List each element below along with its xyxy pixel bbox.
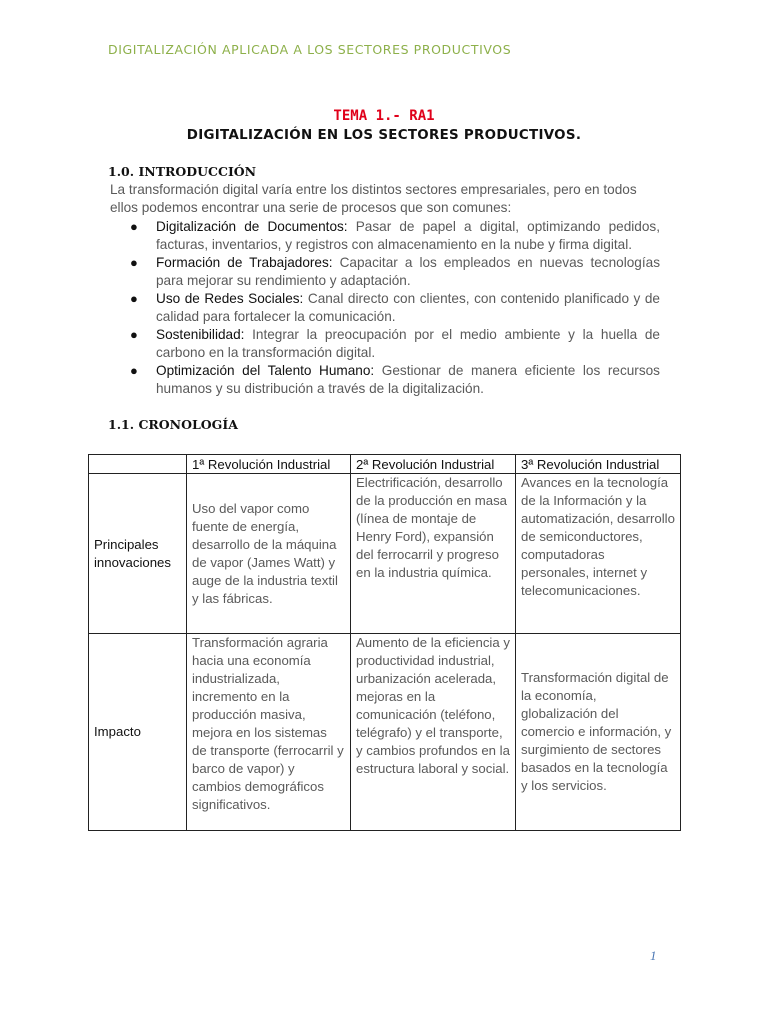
row-label: Impacto (89, 634, 187, 831)
list-item (130, 290, 660, 326)
table-row (89, 474, 681, 634)
running-header: DIGITALIZACIÓN APLICADA A LOS SECTORES PRODUCTIVOS (108, 42, 512, 57)
list-item (130, 218, 660, 254)
list-item-label: Sostenibilidad: (156, 327, 245, 342)
bullet-icon: ● (130, 219, 138, 234)
list-item-label: Optimización del Talento Humano: (156, 363, 375, 378)
table-header-row (89, 455, 681, 474)
process-list (130, 218, 660, 398)
list-item-text: Pasar de papel a digital, optimizando pedidos, facturas, inventarios, y registros con almacenamiento en la nube y firma digital. (156, 219, 660, 252)
table-cell: Avances en la tecnología de la Información y la automatización, desarrollo de semiconductores, computadoras personales, internet y telecomunicaciones. (516, 474, 681, 634)
list-item-text: Capacitar a los empleados en nuevas tecnologías para mejorar su rendimiento y adaptación. (156, 255, 660, 288)
table-header-cell: 1ª Revolución Industrial (187, 455, 351, 474)
bullet-icon: ● (130, 363, 138, 378)
list-item-text: Canal directo con clientes, con contenido planificado y de calidad para fortalecer la comunicación. (156, 291, 660, 324)
table-row (89, 634, 681, 831)
page-number: 1 (650, 948, 657, 963)
list-item-label: Uso de Redes Sociales: (156, 291, 304, 306)
list-item-label: Digitalización de Documentos: (156, 219, 348, 234)
list-item (130, 254, 660, 290)
bullet-icon: ● (130, 255, 138, 270)
list-item-text: Gestionar de manera eficiente los recursos humanos y su distribución a través de la digitalización. (156, 363, 660, 396)
chronology-table (88, 454, 681, 831)
table-cell: Aumento de la eficiencia y productividad industrial, urbanización acelerada, mejoras en la comunicación (teléfono, telégrafo) y el transporte, y cambios profundos en la estructura laboral y social. (351, 634, 516, 831)
row-label: Principales innovaciones (89, 474, 187, 634)
table-cell: Uso del vapor como fuente de energía, desarrollo de la máquina de vapor (James Watt) y auge de la industria textil y las fábricas. (187, 474, 351, 634)
table-header-cell (89, 455, 187, 474)
list-item-label: Formación de Trabajadores: (156, 255, 333, 270)
bullet-icon: ● (130, 291, 138, 306)
table-header-cell: 2ª Revolución Industrial (351, 455, 516, 474)
section-heading-introduccion: 1.0. INTRODUCCIÓN (108, 164, 257, 179)
table-cell: Transformación digital de la economía, globalización del comercio e información, y surgimiento de sectores basados en la tecnología y los servicios. (516, 634, 681, 831)
table-cell: Transformación agraria hacia una economía industrializada, incremento en la producción masiva, mejora en los sistemas de transporte (ferrocarril y barco de vapor) y cambios demográficos significativos. (187, 634, 351, 831)
section-heading-cronologia: 1.1. CRONOLOGÍA (108, 417, 238, 432)
list-item (130, 326, 660, 362)
intro-paragraph: La transformación digital varía entre los distintos sectores empresariales, pero en todos ellos podemos encontrar una serie de procesos que son comunes: (110, 182, 637, 215)
topic-number: TEMA 1.- RA1 (333, 108, 435, 124)
table-header-cell: 3ª Revolución Industrial (516, 455, 681, 474)
document-title: DIGITALIZACIÓN EN LOS SECTORES PRODUCTIVOS. (186, 128, 582, 143)
bullet-icon: ● (130, 327, 138, 342)
list-item (130, 362, 660, 398)
table-cell: Electrificación, desarrollo de la producción en masa (línea de montaje de Henry Ford), expansión del ferrocarril y progreso en la industria química. (351, 474, 516, 634)
list-item-text: Integrar la preocupación por el medio ambiente y la huella de carbono en la transformación digital. (156, 327, 660, 360)
